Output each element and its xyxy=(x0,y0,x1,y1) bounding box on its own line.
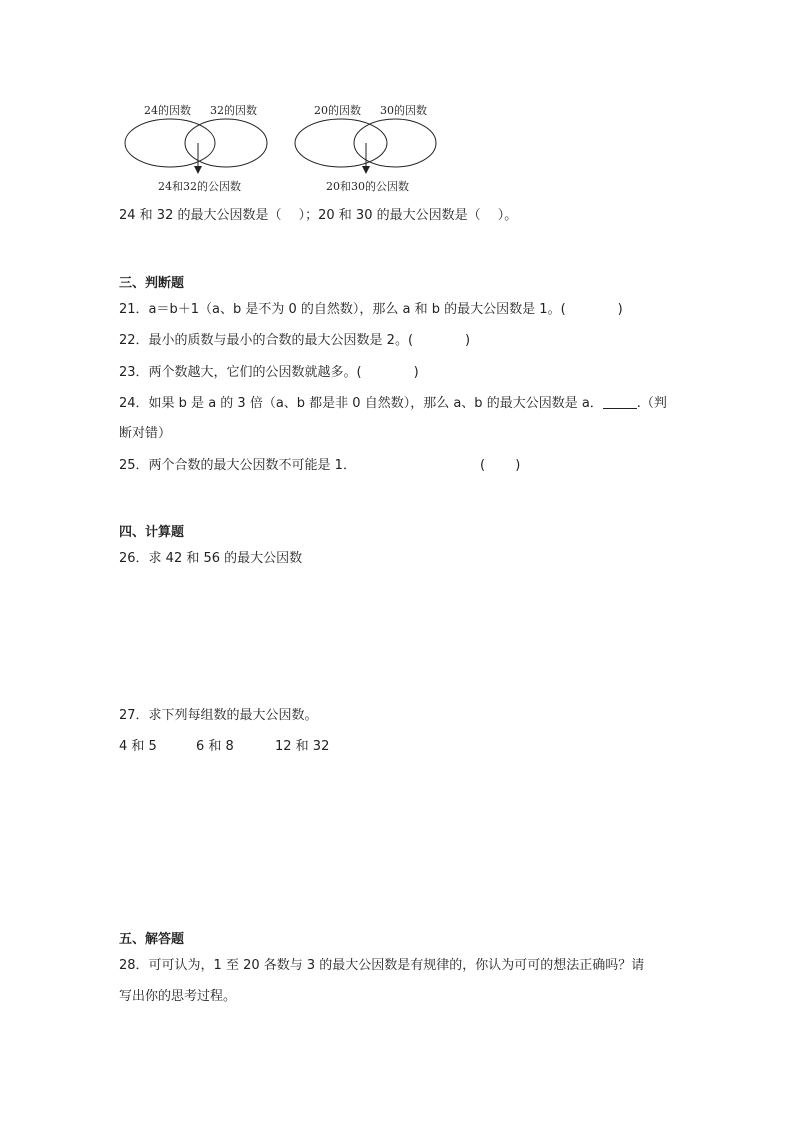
question-26: 26．求 42 和 56 的最大公因数 xyxy=(119,551,303,566)
question-28-continued: 写出你的思考过程。 xyxy=(119,989,237,1004)
venn-left-circle-a xyxy=(125,119,215,167)
question-24 xyxy=(119,394,667,414)
venn-right-label-a: 20的因数 xyxy=(314,104,361,117)
venn-left xyxy=(125,103,267,193)
venn-left-caption: 24和32的公因数 xyxy=(158,180,241,193)
question-27-item: 12 和 32 xyxy=(275,739,330,754)
venn-right xyxy=(295,103,436,193)
venn-right-label-b: 30的因数 xyxy=(380,104,427,117)
venn-left-circle-b xyxy=(185,119,267,167)
section-4-title: 四、计算题 xyxy=(119,525,185,540)
venn-diagrams xyxy=(0,0,794,210)
question-27-item: 4 和 5 xyxy=(119,739,157,754)
question-27-item: 6 和 8 xyxy=(196,739,234,754)
venn-right-circle-a xyxy=(295,119,387,167)
question-21: 21．a＝b＋1（a、b 是不为 0 的自然数），那么 a 和 b 的最大公因数是 1。( ) xyxy=(119,302,623,317)
section-5-title: 五、解答题 xyxy=(119,932,185,947)
question-22: 22．最小的质数与最小的合数的最大公因数是 2。( ) xyxy=(119,333,471,348)
question-23: 23．两个数越大，它们的公因数就越多。( ) xyxy=(119,365,419,380)
question-24-text: 24．如果 b 是 a 的 3 倍（a、b 都是非 0 自然数），那么 a、b 的最大公因数是 a． xyxy=(119,396,603,411)
section-3-title: 三、判断题 xyxy=(119,276,185,291)
venn-left-label-b: 32的因数 xyxy=(210,104,257,117)
venn-right-caption: 20和30的公因数 xyxy=(326,180,409,193)
question-27: 27．求下列每组数的最大公因数。 xyxy=(119,708,318,723)
question-24-suffix: .（判 xyxy=(636,396,667,411)
question-28: 28．可可认为，1 至 20 各数与 3 的最大公因数是有规律的，你认为可可的想法正确吗？请 xyxy=(119,958,645,973)
venn-left-label-a: 24的因数 xyxy=(144,104,191,117)
question-24-continued: 断对错） xyxy=(119,426,172,441)
question-20-answer-line: 24 和 32 的最大公因数是（ ）；20 和 30 的最大公因数是（ ）。 xyxy=(119,208,518,223)
question-25: 25．两个合数的最大公因数不可能是 1． xyxy=(119,458,356,473)
question-25-answer-paren: ( ) xyxy=(480,458,521,473)
question-24-blank[interactable] xyxy=(603,394,637,409)
